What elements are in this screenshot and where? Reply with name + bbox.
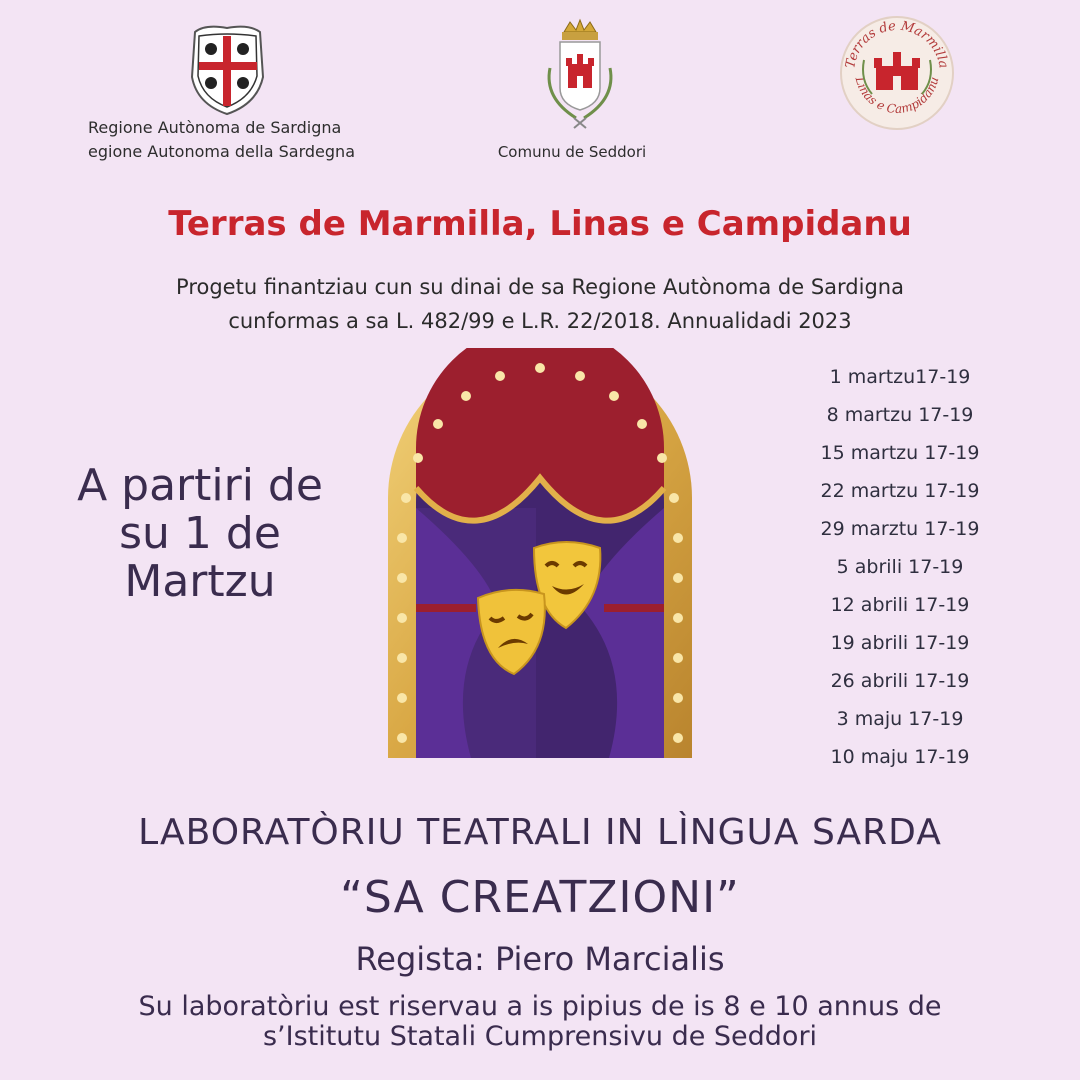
region-name-line2: egione Autonoma della Sardegna xyxy=(88,142,355,161)
schedule-item: 19 abrili 17-19 xyxy=(830,632,970,654)
schedule-item: 1 martzu17-19 xyxy=(829,366,971,388)
start-date-text xyxy=(30,462,370,606)
region-name-line1: Regione Autònoma de Sardigna xyxy=(88,118,342,137)
workshop-name: “SA CREATZIONI” xyxy=(340,872,740,923)
schedule-list xyxy=(800,362,1000,780)
start-line2: su 1 de xyxy=(119,508,281,559)
comune-logo xyxy=(540,18,620,136)
theater-stage-masks-icon xyxy=(386,348,694,758)
seal-top-text: Terras de Marmilla xyxy=(843,18,951,70)
eligibility-note xyxy=(0,992,1080,1052)
start-line3: Martzu xyxy=(124,556,276,607)
project-subtitle xyxy=(0,270,1080,338)
region-logo xyxy=(185,22,270,117)
stage-illustration xyxy=(386,348,694,758)
start-line1: A partiri de xyxy=(77,460,323,511)
schedule-item: 22 martzu 17-19 xyxy=(820,480,980,502)
region-name xyxy=(88,116,408,164)
schedule-item: 26 abrili 17-19 xyxy=(830,670,970,692)
director-credit: Regista: Piero Marcialis xyxy=(355,940,725,978)
project-subtitle-line1: Progetu finantziau cun su dinai de sa Regione Autònoma de Sardigna xyxy=(176,275,904,299)
schedule-item: 8 martzu 17-19 xyxy=(826,404,974,426)
schedule-item: 29 marztu 17-19 xyxy=(820,518,980,540)
terras-de-marmilla-seal-icon xyxy=(838,14,956,132)
seal-bottom-text: Linas e Campidanu xyxy=(852,75,942,117)
workshop-title: LABORATÒRIU TEATRALI IN LÌNGUA SARDA xyxy=(138,812,942,853)
eligibility-note-line2: s’Istitutu Statali Cumprensivu de Seddori xyxy=(262,1021,818,1052)
schedule-item: 3 maju 17-19 xyxy=(836,708,964,730)
schedule-item: 12 abrili 17-19 xyxy=(830,594,970,616)
schedule-item: 5 abrili 17-19 xyxy=(836,556,964,578)
comune-name: Comunu de Seddori xyxy=(497,143,647,161)
project-subtitle-line2: cunformas a sa L. 482/99 e L.R. 22/2018. Annualidadi 2023 xyxy=(228,309,852,333)
union-logo xyxy=(838,14,956,132)
eligibility-note-line1: Su laboratòriu est riservau a is pipius de is 8 e 10 annus de xyxy=(138,991,942,1022)
schedule-item: 10 maju 17-19 xyxy=(830,746,970,768)
schedule-item: 15 martzu 17-19 xyxy=(820,442,980,464)
seddori-coat-of-arms-icon xyxy=(540,18,620,136)
sardinia-coat-of-arms-icon xyxy=(185,22,270,117)
project-title: Terras de Marmilla, Linas e Campidanu xyxy=(168,204,912,244)
